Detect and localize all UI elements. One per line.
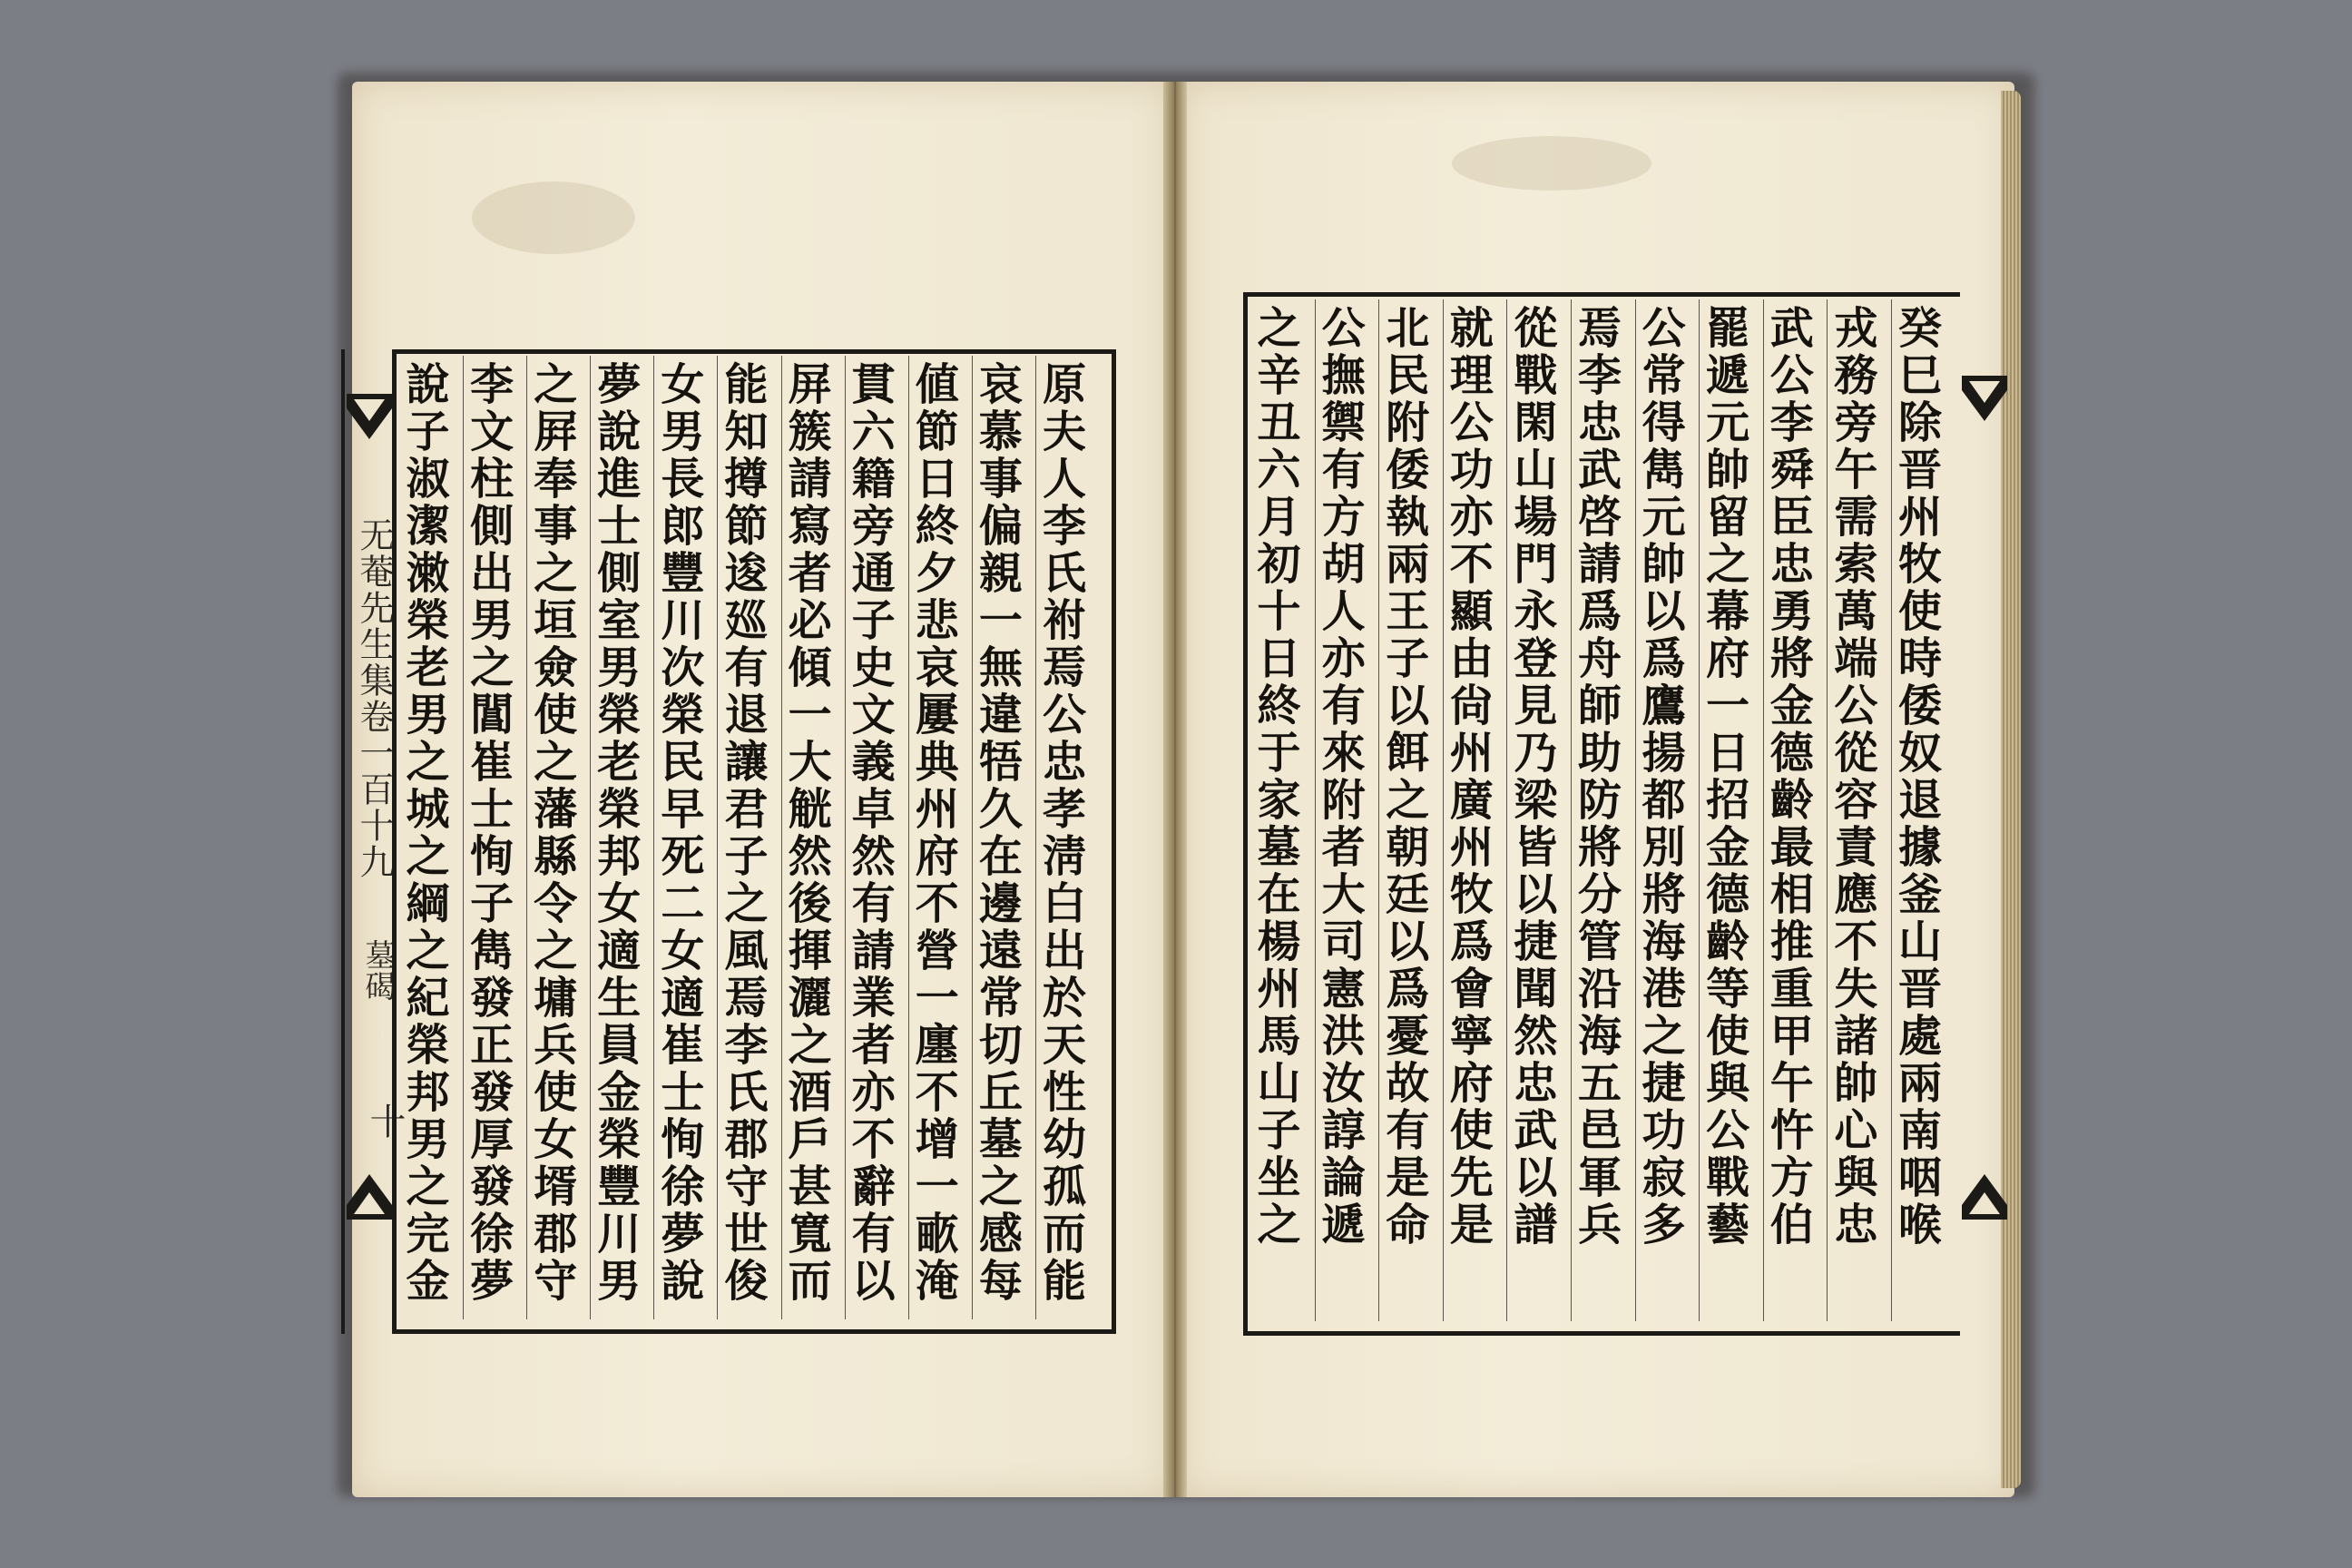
text-column: 罷遞元帥留之幕府一日招金德齡等使與公戰藝 (1699, 299, 1748, 1321)
text-column: 北民附倭執兩王子以餌之朝廷以爲憂故有是命 (1378, 299, 1427, 1321)
section-label: 墓碣 (359, 939, 396, 1001)
text-column: 原夫人李氏祔焉公忠孝淸白出於天性幼孤而能 (1035, 356, 1084, 1319)
text-column: 李文柱側出男之閶崔士恂子雋發正發厚發徐夢 (463, 356, 512, 1319)
text-column: 說子淑潔潄榮老男之城之綱之紀榮邦男之完金 (398, 361, 449, 1305)
paper-stain (472, 181, 635, 254)
text-column: 武公李舜臣忠勇將金德齡最相推重甲午忤方伯 (1763, 299, 1812, 1321)
text-column: 能知撙節逡廵有退讓君子之風焉李氏郡守世俊 (717, 356, 766, 1319)
text-column: 公撫禦有方胡人亦有來附者大司憲洪汝諄論遞 (1315, 299, 1364, 1321)
page-number: 十 (364, 1102, 406, 1139)
text-column: 哀慕事偏親一無違牾久在邊遠常切丘墓之感每 (972, 356, 1021, 1319)
text-column: 公常得雋元帥以爲鷹揚都別將海港之捷功寂多 (1635, 299, 1684, 1321)
text-column: 從戰閑山場門永登見乃梁皆以捷聞然忠武以譜 (1506, 299, 1555, 1321)
text-column: 就理公功亦不顯由尙州廣州牧爲會寧府使先是 (1443, 299, 1492, 1321)
book-spine (1163, 82, 1187, 1497)
right-text-block (1250, 299, 1940, 1321)
fishtail-icon (345, 390, 394, 443)
text-column: 貫六籍旁通子史文義卓然有請業者亦不辭有以 (845, 356, 894, 1319)
text-column: 屏簇請寫者必傾一大觥然後揮灑之酒戶甚寬而 (781, 356, 830, 1319)
text-column: 女男長郎豐川次榮民早死二女適崔士恂徐夢說 (653, 356, 702, 1319)
page-edges (2001, 91, 2021, 1488)
fishtail-icon (345, 1171, 394, 1223)
text-column: 之辛丑六月初十日終于家墓在楊州馬山子坐之 (1250, 305, 1300, 1249)
text-column: 之屛奉事之垣僉使之藩縣令之墉兵使女壻郡守 (526, 356, 575, 1319)
text-column: 焉李忠武啓請爲舟師助防將分管沿海五邑軍兵 (1571, 299, 1620, 1321)
fishtail-icon (1960, 1171, 2009, 1223)
text-column: 夢說進士側室男榮老榮邦女適生員金榮豐川男 (590, 356, 639, 1319)
paper-stain (1452, 136, 1651, 191)
text-column: 戎務旁午需索萬端公從容責應不失諸帥心與忠 (1827, 299, 1876, 1321)
text-column: 癸巳除晋州牧使時倭奴退據釜山晋處兩南咽喉 (1891, 299, 1940, 1321)
book-title: 无菴先生集卷一百十九 (354, 517, 394, 880)
text-column: 値節日終夕悲哀屢典州府不營一廛不增一畞淹 (908, 356, 957, 1319)
left-text-block (399, 356, 1084, 1319)
fishtail-icon (1960, 372, 2009, 425)
